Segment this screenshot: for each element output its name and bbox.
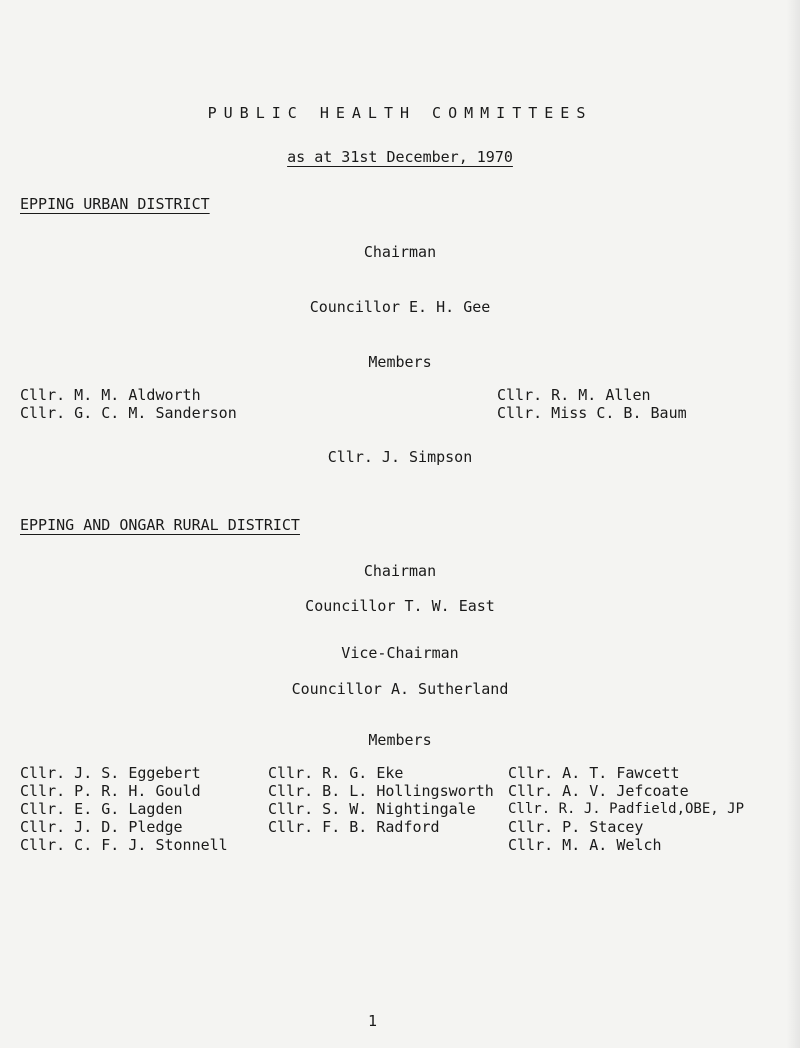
urban-members-label: Members [368,353,432,371]
rural-member: Cllr. J. S. Eggebert [20,764,201,782]
rural-member: Cllr. F. B. Radford [268,818,440,836]
page-number: 1 [368,1012,378,1030]
page-subtitle: as at 31st December, 1970 [287,148,513,166]
rural-district-heading: EPPING AND ONGAR RURAL DISTRICT [20,516,300,534]
urban-member: Cllr. R. M. Allen [497,386,651,404]
rural-member: Cllr. B. L. Hollingsworth [268,782,494,800]
page-edge-shadow [786,0,800,1048]
rural-vice-chairman-label: Vice-Chairman [341,644,459,662]
urban-chairman-name: Councillor E. H. Gee [309,298,491,316]
rural-member: Cllr. P. Stacey [508,818,644,836]
urban-member: Cllr. M. M. Aldworth [20,386,201,404]
rural-vice-chairman-name: Councillor A. Sutherland [291,680,509,698]
rural-member: Cllr. R. G. Eke [268,764,404,782]
urban-district-heading: EPPING URBAN DISTRICT [20,195,210,213]
rural-member: Cllr. S. W. Nightingale [268,800,476,818]
rural-member: Cllr. E. G. Lagden [20,800,183,818]
rural-member: Cllr. J. D. Pledge [20,818,183,836]
rural-member: Cllr. M. A. Welch [508,836,662,854]
page-title: PUBLIC HEALTH COMMITTEES [207,104,593,122]
rural-member: Cllr. A. V. Jefcoate [508,782,689,800]
urban-member: Cllr. G. C. M. Sanderson [20,404,237,422]
rural-member: Cllr. R. J. Padfield,OBE, JP [508,801,745,817]
rural-chairman-label: Chairman [363,562,437,580]
rural-member: Cllr. C. F. J. Stonnell [20,836,228,854]
rural-member: Cllr. A. T. Fawcett [508,764,680,782]
rural-members-label: Members [368,731,432,749]
urban-member: Cllr. Miss C. B. Baum [497,404,687,422]
urban-chairman-label: Chairman [363,243,437,261]
urban-member: Cllr. J. Simpson [327,448,473,466]
rural-member: Cllr. P. R. H. Gould [20,782,201,800]
rural-chairman-name: Councillor T. W. East [305,597,495,615]
